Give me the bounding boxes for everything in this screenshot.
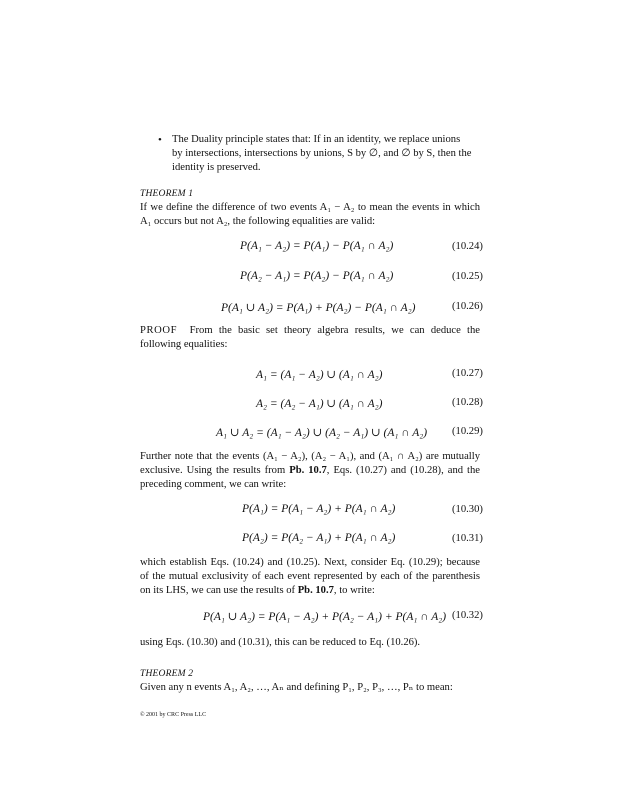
problem-reference-10-7: Pb. 10.7	[289, 465, 327, 476]
equation-10-27: A₁ = (A₁ − A₂) ∪ (A₁ ∩ A₂)	[256, 369, 383, 381]
equation-number-10-30: (10.30)	[452, 504, 483, 515]
bullet-marker: •	[158, 134, 162, 146]
proof-paragraph	[140, 324, 480, 352]
paragraph-1-text-a: Further note that the events (A₁ − A₂), (A₂ − A₁), and (A₁ ∩ A₂) are mutually exclusive. Using the results from	[140, 451, 480, 476]
equation-10-26: P(A₁ ∪ A₂) = P(A₁) + P(A₂) − P(A₁ ∩ A₂)	[221, 302, 416, 314]
equation-number-10-32: (10.32)	[452, 610, 483, 621]
proof-text: From the basic set theory algebra results, we can deduce the following equalities:	[140, 325, 481, 350]
equation-10-28: A₂ = (A₂ − A₁) ∪ (A₁ ∩ A₂)	[256, 398, 383, 410]
theorem-2-label: THEOREM 2	[140, 669, 194, 679]
equation-10-30: P(A₁) = P(A₁ − A₂) + P(A₁ ∩ A₂)	[242, 503, 396, 515]
equation-number-10-28: (10.28)	[452, 397, 483, 408]
equation-number-10-29: (10.29)	[452, 426, 483, 437]
equation-10-31: P(A₂) = P(A₂ − A₁) + P(A₁ ∩ A₂)	[242, 532, 396, 544]
paragraph-1-text-b: , Eqs. (10.27) and (10.28), and the preceding comment, we can write:	[140, 465, 480, 490]
paragraph-establish	[140, 556, 480, 598]
equation-number-10-31: (10.31)	[452, 533, 483, 544]
theorem-2-intro: Given any n events A₁, A₂, …, Aₙ and defining P₁, P₂, P₃, …, Pₙ to mean:	[140, 682, 453, 693]
duality-principle-bullet: The Duality principle states that: If in an identity, we replace unions by intersections, intersections by unions, S by ∅, and ∅ by S, then the identity is preserved.	[172, 134, 472, 173]
equation-10-24: P(A₁ − A₂) = P(A₁) − P(A₁ ∩ A₂)	[240, 240, 394, 252]
paragraph-reduced: using Eqs. (10.30) and (10.31), this can be reduced to Eq. (10.26).	[140, 637, 421, 648]
theorem-1-label: THEOREM 1	[140, 189, 194, 199]
equation-number-10-27: (10.27)	[452, 368, 483, 379]
equation-10-25: P(A₂ − A₁) = P(A₂) − P(A₁ ∩ A₂)	[240, 270, 394, 282]
equation-10-29: A₁ ∪ A₂ = (A₁ − A₂) ∪ (A₂ − A₁) ∪ (A₁ ∩ A₂)	[216, 427, 428, 439]
equation-number-10-24: (10.24)	[452, 241, 483, 252]
equation-number-10-25: (10.25)	[452, 271, 483, 282]
equation-number-10-26: (10.26)	[452, 301, 483, 312]
paragraph-2-text-a: which establish Eqs. (10.24) and (10.25). Next, consider Eq. (10.29); because of the mutual exclusivity of each event represented by each of the parenthesis on its LHS, we can use the results of	[140, 557, 480, 596]
equation-10-32: P(A₁ ∪ A₂) = P(A₁ − A₂) + P(A₂ − A₁) + P(A₁ ∩ A₂)	[203, 611, 447, 623]
problem-reference-10-7-b: Pb. 10.7	[297, 585, 334, 596]
theorem-1-intro: If we define the difference of two events A₁ − A₂ to mean the events in which A₁ occurs but not A₂, the following equalities are valid:	[140, 202, 480, 227]
paragraph-mutually-exclusive	[140, 450, 480, 492]
paragraph-2-text-b: , to write:	[333, 585, 375, 596]
proof-label: PROOF	[140, 325, 178, 336]
copyright-footer: © 2001 by CRC Press LLC	[140, 712, 207, 718]
